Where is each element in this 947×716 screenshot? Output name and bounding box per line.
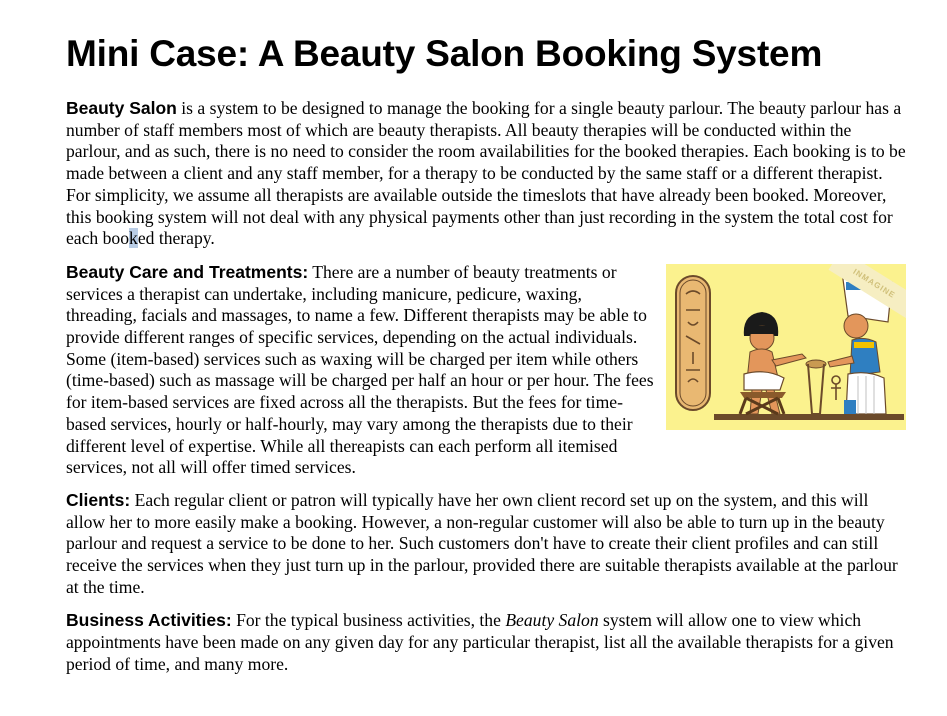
section-clients [66, 490, 906, 599]
section-lead: Business Activities: [66, 610, 232, 631]
text-selection-highlight[interactable]: k [129, 228, 138, 249]
section-text: There are a number of beauty treatments or services a therapist can undertake, including manicure, pedicure, waxing, threading, facials and massages, to name a few. Different therapists may be able to provide different ranges of specific services, depending on the actual individuals. Some (item-based) services such as waxing will be charged per item while others (time-based) such as massage will be charged per half an hour or per hour. The fees for item-based services are fixed across all the therapists. But the fees for time-based services, hourly or half-hourly, may vary among the therapists due to their different level of expertise. While all thereapists can each perform all itemised services, not all will offer timed services. [66, 261, 654, 478]
section-beauty-care [66, 262, 906, 479]
section-beauty-salon [66, 98, 906, 250]
section-text: For the typical business activities, the [231, 610, 506, 631]
watermark-label: INMAGINE [829, 264, 906, 318]
section-text: is a system to be designed to manage the booking for a single beauty parlour. The beauty parlour has a number of staff members most of which are beauty therapists. All beauty therapies will be conducted within the parlour, and as such, there is no need to consider the room availabilities for the booked therapies. Each booking is to be made between a client and any staff member, for a therapy to be conducted by the same staff or a different therapist. For simplicity, we assume all therapists are available outside the timeslots that have already been booked. Moreover, this booking system will not deal with any physical payments other than just recording in the system the total cost for each boo [66, 98, 906, 249]
document-page [66, 0, 906, 676]
section-lead: Beauty Salon [66, 98, 177, 118]
egyptian-illustration [666, 264, 906, 430]
section-text: ed therapy. [137, 228, 215, 249]
section-business-activities [66, 610, 906, 675]
section-text: system will allow one to view which appointments have been made on any given day for any particular therapist, list all the available therapists for a given period of time, and many more. [66, 610, 894, 674]
section-text: Each regular client or patron will typically have her own client record set up on the system, and this will allow her to more easily make a booking. However, a non-regular customer will also be able to turn up in the beauty parlour and request a service to be done to her. Such customers don't have to create their client profiles and can still receive the services when they just turn up in the parlour, provided there are suitable therapists available at the parlour at the time. [66, 489, 898, 597]
section-lead: Beauty Care and Treatments: [66, 261, 309, 282]
system-name-italic: Beauty Salon [505, 610, 599, 631]
page-title: Mini Case: A Beauty Salon Booking System [66, 33, 823, 74]
section-lead: Clients: [66, 489, 131, 510]
